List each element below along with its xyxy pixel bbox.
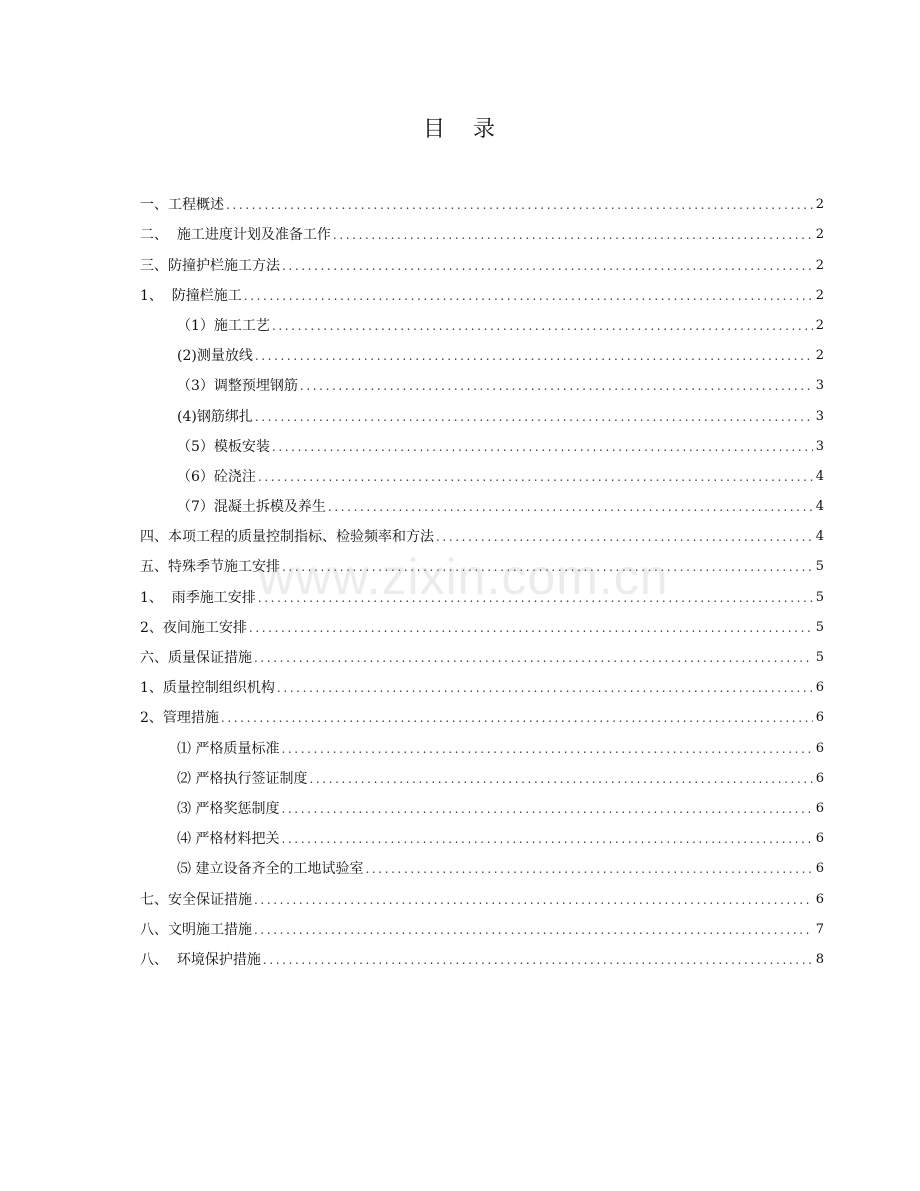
toc-entry-label: ⑸ 建立设备齐全的工地试验室 [177,861,364,878]
toc-entry-label: 2、夜间施工安排 [140,619,247,636]
toc-page-number: 6 [815,891,824,907]
toc-page-number: 2 [815,257,824,273]
toc-page-number: 5 [815,619,824,635]
toc-page-number: 6 [815,831,824,847]
toc-entry[interactable] [140,275,824,305]
toc-entry[interactable] [140,758,824,788]
toc-entry[interactable] [140,667,824,697]
toc-entry[interactable] [140,456,824,486]
toc-entry-label: 五、特殊季节施工安排 [140,559,280,576]
toc-entry[interactable] [140,365,824,395]
toc-leader-dots [255,408,813,426]
toc-entry[interactable] [140,184,824,214]
title-char-2: 录 [473,117,498,142]
toc-entry-label: 八、 环境保护措施 [140,951,261,968]
toc-page-number: 5 [815,650,824,665]
toc-entry-label: 三、防撞护栏施工方法 [140,257,280,274]
toc-entry-label: 四、本项工程的质量控制指标、检验频率和方法 [140,529,434,546]
toc-entry[interactable] [140,214,824,244]
toc-entry-label: （7）混凝土拆模及养生 [177,499,326,516]
toc-entry-label: (4)钢筋绑扎 [177,408,253,425]
toc-entry[interactable] [140,395,824,425]
toc-entry[interactable] [140,244,824,274]
toc-page-number: 2 [815,197,824,213]
toc-entry[interactable] [140,546,824,576]
toc-entry-label: （5）模板安装 [177,438,270,455]
toc-entry[interactable] [140,697,824,727]
toc-leader-dots [249,619,813,637]
toc-leader-dots [281,740,813,758]
toc-entry-label: ⑴ 严格质量标准 [177,740,280,757]
toc-entry[interactable] [140,637,824,667]
toc-entry[interactable] [140,848,824,878]
toc-leader-dots [258,468,813,486]
toc-entry-label: 八、文明施工措施 [140,921,252,938]
toc-leader-dots [258,589,813,607]
toc-page-number: 2 [815,287,824,303]
toc-entry[interactable] [140,727,824,757]
toc-leader-dots [281,830,813,848]
toc-page-number: 3 [815,408,824,424]
toc-entry-label: （3）调整预埋钢筋 [177,378,298,395]
toc-entry[interactable] [140,788,824,818]
toc-page-number: 2 [815,317,824,333]
toc-leader-dots [244,287,813,305]
toc-entry-label: 1、 防撞栏施工 [140,287,242,304]
toc-leader-dots [255,347,813,365]
toc-leader-dots [226,196,813,214]
toc-entry-label: 七、安全保证措施 [140,891,252,908]
toc-leader-dots [365,860,813,878]
toc-leader-dots [333,226,813,244]
title-char-1: 目 [422,117,447,142]
toc-page-number: 6 [815,710,824,726]
toc-leader-dots [254,891,813,909]
toc-entry-label: 1、质量控制组织机构 [140,680,275,697]
toc-entry-label: 1、 雨季施工安排 [140,589,256,606]
toc-entry[interactable] [140,607,824,637]
toc-entry[interactable] [140,818,824,848]
toc-leader-dots [221,709,813,727]
toc-page-number: 3 [815,378,824,394]
toc-leader-dots [281,800,813,818]
toc-page-number: 2 [815,227,824,243]
toc-entry[interactable] [140,426,824,456]
toc-page-number: 4 [815,468,824,484]
toc-leader-dots [254,921,813,939]
toc-entry[interactable] [140,878,824,908]
toc-page-number: 6 [815,861,824,877]
toc-page-number: 6 [815,770,824,786]
toc-page-number: 4 [815,529,824,545]
toc-entry[interactable] [140,516,824,546]
toc-page-number: 3 [815,438,824,454]
toc-entry-label: （1）施工工艺 [177,317,270,334]
toc-leader-dots [282,257,813,275]
toc-entry[interactable] [140,486,824,516]
toc-entry[interactable] [140,305,824,335]
toc-leader-dots [328,498,813,516]
toc-page-number: 2 [815,348,824,364]
toc-page-number: 6 [815,680,824,696]
toc-entry-label: (2)测量放线 [177,348,253,365]
toc-leader-dots [272,438,813,456]
toc-entry[interactable] [140,909,824,939]
toc-entry-label: ⑶ 严格奖惩制度 [177,800,280,817]
toc-page-number: 5 [815,559,824,575]
toc-page-number: 4 [815,499,824,515]
toc-entry-label: ⑷ 严格材料把关 [177,831,280,848]
toc-entry[interactable] [140,576,824,606]
toc-entry[interactable] [140,939,824,969]
toc-entry[interactable] [140,335,824,365]
toc-page-number: 6 [815,800,824,816]
toc-leader-dots [436,528,813,546]
toc-entry-label: 一、工程概述 [140,197,224,214]
toc-leader-dots [272,317,813,335]
toc-page-number: 7 [815,921,824,937]
toc-leader-dots [309,770,813,788]
table-of-contents [140,184,824,969]
toc-leader-dots [254,649,813,667]
toc-page-number: 5 [815,589,824,605]
toc-page-number: 6 [815,740,824,756]
toc-page-number: 8 [815,951,824,967]
watermark: www.zixin.com.cn [258,549,669,605]
page-title [0,112,920,143]
toc-leader-dots [263,951,813,969]
toc-entry-label: 2、管理措施 [140,710,219,727]
toc-entry-label: ⑵ 严格执行签证制度 [177,770,308,787]
toc-leader-dots [300,377,813,395]
toc-leader-dots [282,558,813,576]
toc-entry-label: （6）砼浇注 [177,468,256,485]
toc-entry-label: 二、 施工进度计划及准备工作 [140,227,331,244]
toc-leader-dots [277,679,813,697]
toc-entry-label: 六、质量保证措施 [140,650,252,666]
